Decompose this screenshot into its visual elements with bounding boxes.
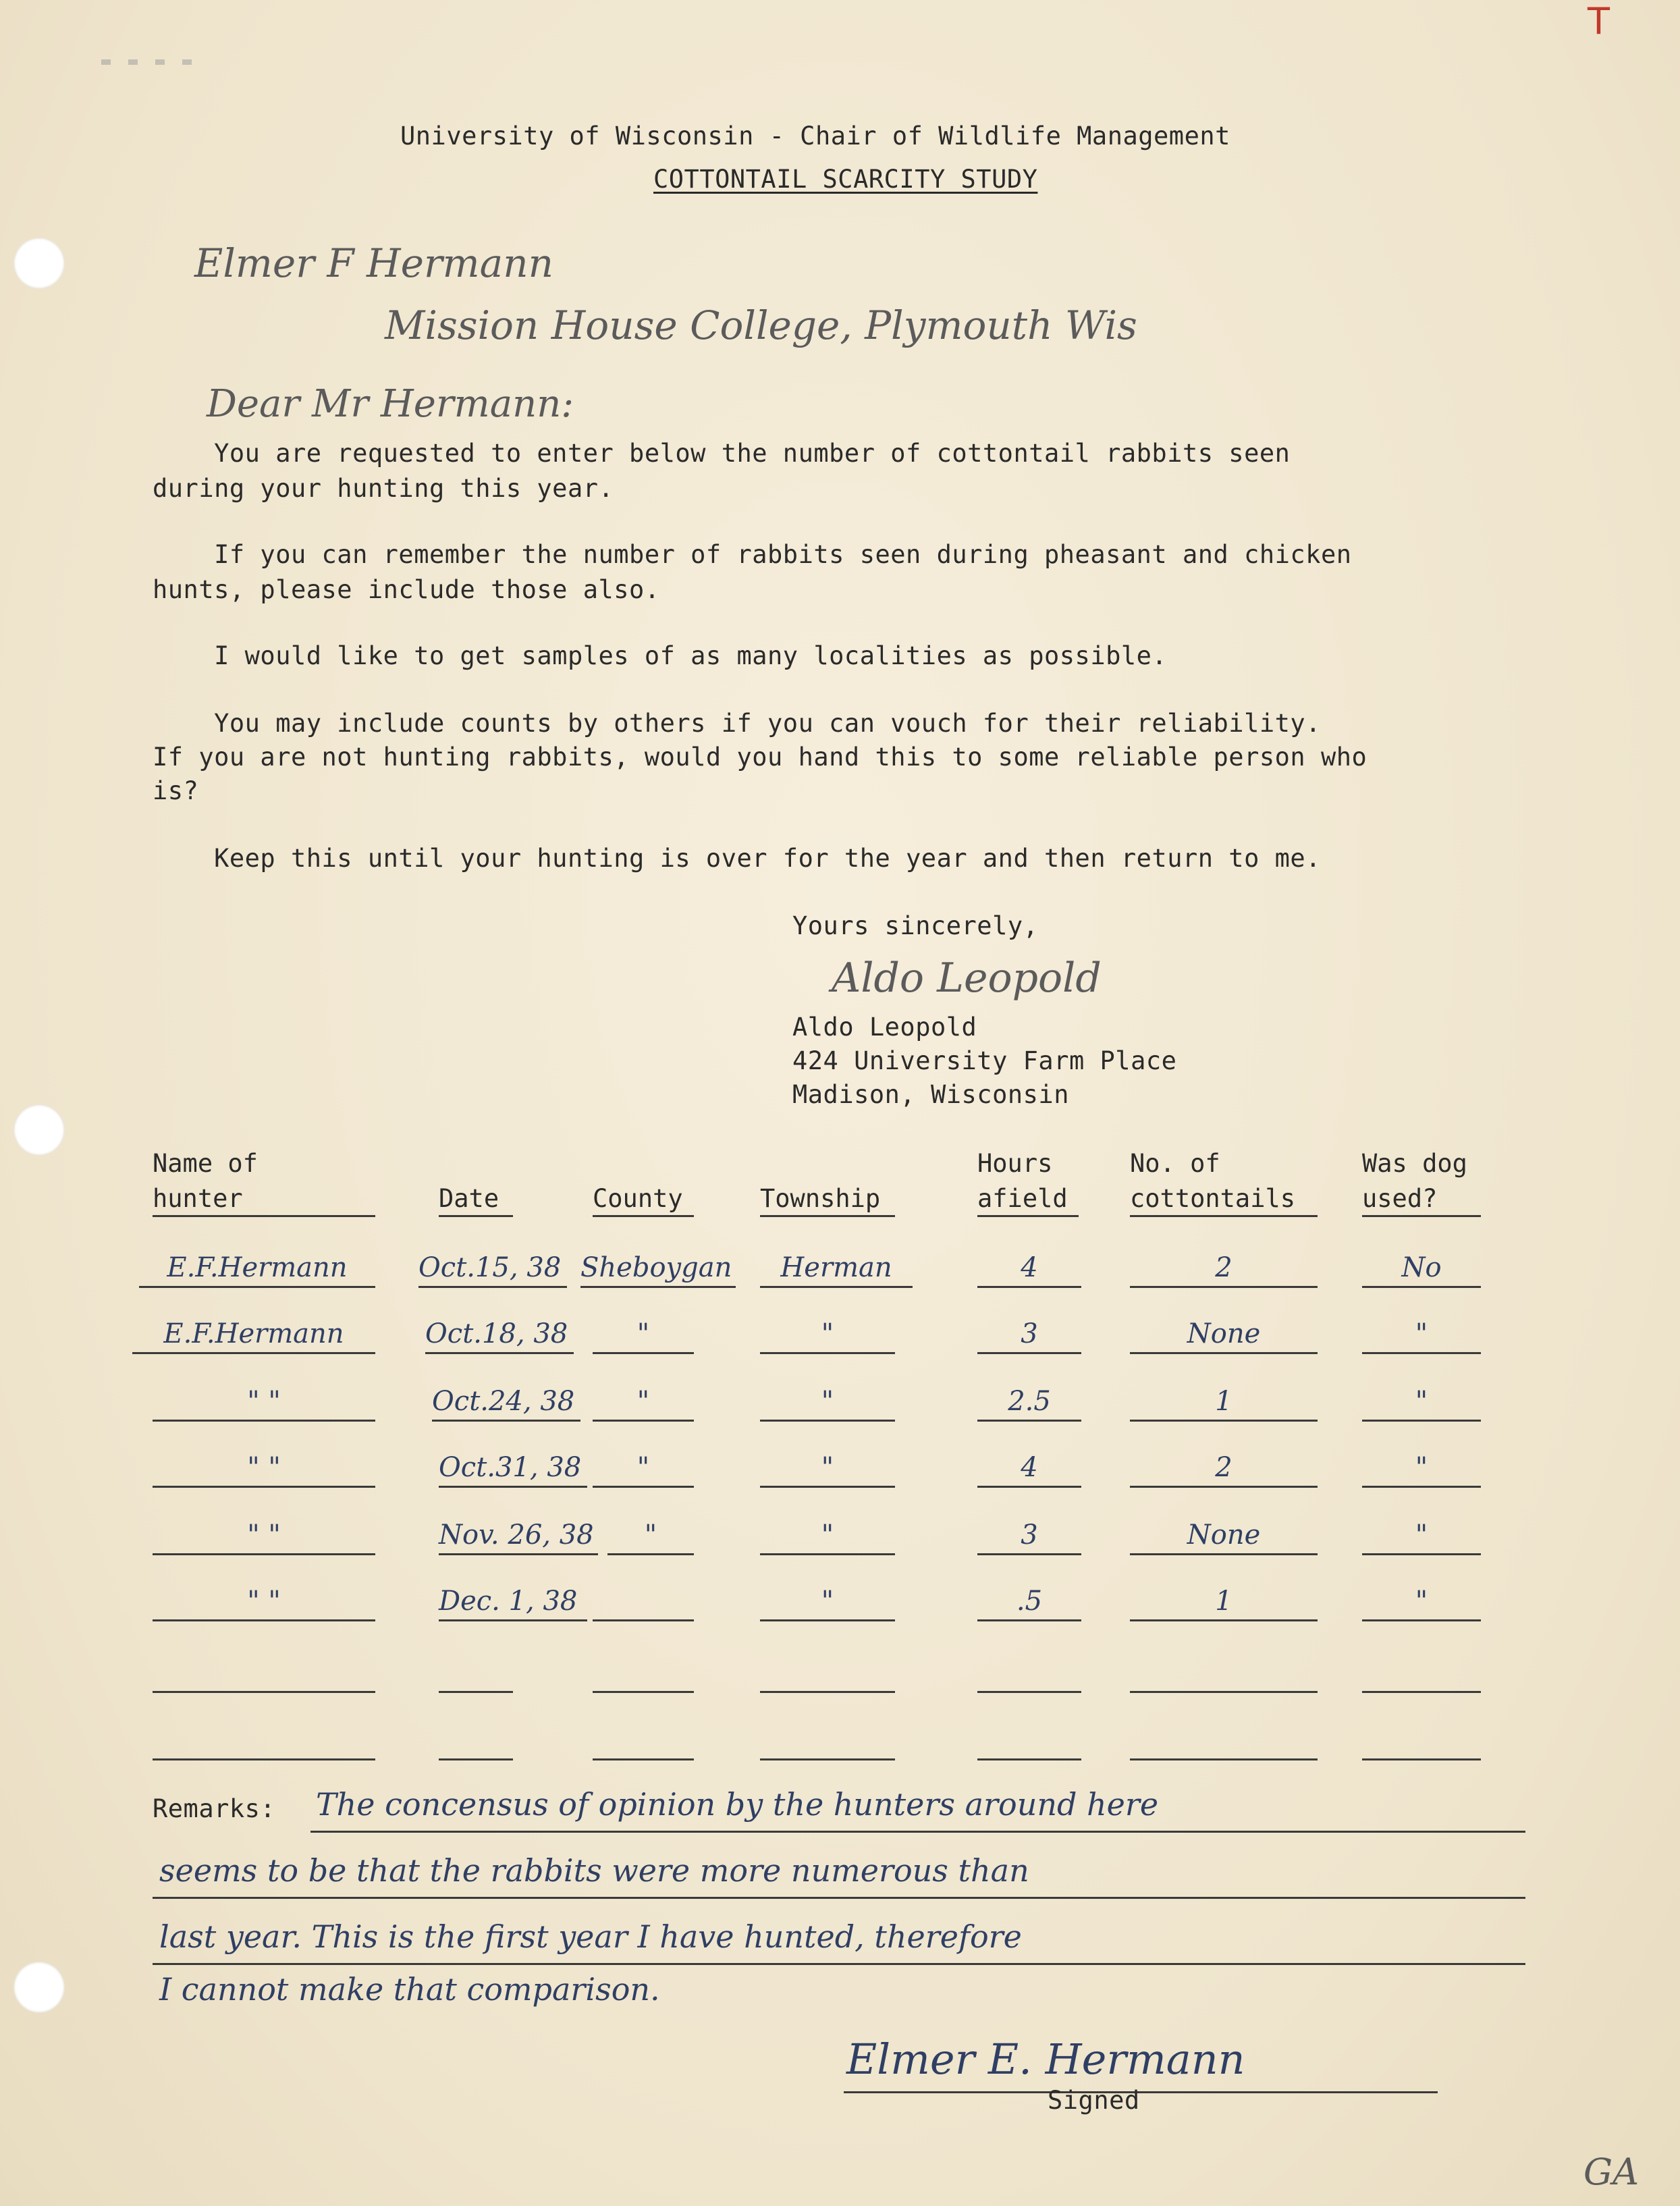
row-6-hunter: " " (153, 1581, 375, 1621)
row-2-hunter: E.F.Hermann (132, 1314, 375, 1354)
row-5-count: None (1130, 1515, 1318, 1555)
signature-rule (844, 2091, 1438, 2093)
row-2-date: Oct.18, 38 (425, 1314, 574, 1354)
header-count-line-2: cottontails (1130, 1184, 1296, 1213)
row-4-dog: " (1362, 1447, 1481, 1488)
row-4-hunter: " " (153, 1447, 375, 1488)
punch-hole-bottom (13, 1962, 65, 2013)
paragraph-4-line-3: is? (153, 776, 199, 805)
paragraph-5: Keep this until your hunting is over for the year and then return to me. (153, 844, 1321, 873)
signed-label: Signed (1048, 2086, 1140, 2115)
row-1-dog: No (1362, 1247, 1481, 1288)
remarks-rule-1 (310, 1831, 1525, 1833)
row-6-township: " (760, 1581, 895, 1621)
header-county: County (593, 1184, 683, 1213)
row-2-hours: 3 (977, 1314, 1081, 1354)
row-3-count: 1 (1130, 1381, 1318, 1422)
paragraph-4-line-2: If you are not hunting rabbits, would you hand this to some reliable person who (153, 743, 1367, 772)
remarks-line-1: The concensus of opinion by the hunters around here (316, 1786, 1159, 1823)
footer-initials: GA (1583, 2151, 1640, 2193)
remarks-line-3: last year. This is the first year I have hunted, therefore (159, 1918, 1022, 1955)
row-3-hunter: " " (153, 1381, 375, 1422)
header-rule-date (439, 1215, 513, 1217)
row-8-date (439, 1720, 513, 1760)
paragraph-2-line-2: hunts, please include those also. (153, 575, 660, 604)
row-1-count: 2 (1130, 1247, 1318, 1288)
row-7-hunter (153, 1652, 375, 1693)
sender-name: Aldo Leopold (792, 1013, 977, 1042)
corner-mark: T (1588, 0, 1610, 43)
sender-address-2: Madison, Wisconsin (792, 1080, 1069, 1109)
remarks-line-4: I cannot make that comparison. (159, 1971, 660, 2008)
header-rule-township (760, 1215, 895, 1217)
header-hunter-line-2: hunter (153, 1184, 243, 1213)
header-count-line-1: No. of (1130, 1149, 1220, 1178)
paragraph-1-line-1: You are requested to enter below the number of cottontail rabbits seen (153, 439, 1291, 468)
row-7-hours (977, 1652, 1081, 1693)
header-rule-dog (1362, 1215, 1481, 1217)
header-dog-line-2: used? (1362, 1184, 1438, 1213)
row-3-county: " (593, 1381, 694, 1422)
row-8-dog (1362, 1720, 1481, 1760)
row-6-county (593, 1581, 694, 1621)
row-5-date: Nov. 26, 38 (439, 1515, 598, 1555)
row-7-date (439, 1652, 513, 1693)
row-8-county (593, 1720, 694, 1760)
row-8-hours (977, 1720, 1081, 1760)
salutation: Dear Mr Hermann: (207, 382, 574, 426)
remarks-line-2: seems to be that the rabbits were more numerous than (159, 1852, 1029, 1889)
row-5-dog: " (1362, 1515, 1481, 1555)
remarks-rule-2 (153, 1897, 1525, 1899)
pencil-smudge (101, 59, 202, 65)
paragraph-3: I would like to get samples of as many localities as possible. (153, 641, 1168, 670)
header-rule-hunter (153, 1215, 375, 1217)
row-2-township: " (760, 1314, 895, 1354)
header-hours-line-1: Hours (977, 1149, 1053, 1178)
row-1-county: Sheboygan (580, 1247, 736, 1288)
row-4-hours: 4 (977, 1447, 1081, 1488)
header-date: Date (439, 1184, 499, 1213)
row-8-count (1130, 1720, 1318, 1760)
sender-address-1: 424 University Farm Place (792, 1046, 1177, 1075)
row-6-hours: .5 (977, 1581, 1081, 1621)
row-3-dog: " (1362, 1381, 1481, 1422)
row-1-hours: 4 (977, 1247, 1081, 1288)
row-5-hours: 3 (977, 1515, 1081, 1555)
valediction: Yours sincerely, (792, 911, 1039, 940)
row-6-count: 1 (1130, 1581, 1318, 1621)
header-hours-line-2: afield (977, 1184, 1068, 1213)
row-3-township: " (760, 1381, 895, 1422)
header-rule-hours (977, 1215, 1079, 1217)
row-5-county: " (607, 1515, 694, 1555)
hunter-signature: Elmer E. Hermann (846, 2035, 1245, 2084)
row-7-count (1130, 1652, 1318, 1693)
paragraph-1-line-2: during your hunting this year. (153, 474, 614, 503)
row-6-dog: " (1362, 1581, 1481, 1621)
punch-hole-middle (13, 1104, 65, 1156)
row-2-count: None (1130, 1314, 1318, 1354)
header-dog-line-1: Was dog (1362, 1149, 1467, 1178)
row-7-dog (1362, 1652, 1481, 1693)
row-4-township: " (760, 1447, 895, 1488)
row-1-township: Herman (760, 1247, 913, 1288)
paragraph-4-line-1: You may include counts by others if you can vouch for their reliability. (153, 709, 1321, 738)
row-3-hours: 2.5 (977, 1381, 1081, 1422)
addressee-institution: Mission House College, Plymouth Wis (385, 302, 1137, 348)
row-7-county (593, 1652, 694, 1693)
paragraph-2-line-1: If you can remember the number of rabbits seen during pheasant and chicken (153, 540, 1352, 569)
row-6-date: Dec. 1, 38 (439, 1581, 587, 1621)
remarks-label: Remarks: (153, 1794, 276, 1823)
remarks-rule-3 (153, 1963, 1525, 1965)
row-4-date: Oct.31, 38 (439, 1447, 587, 1488)
row-4-county: " (593, 1447, 694, 1488)
leopold-signature: Aldo Leopold (832, 954, 1102, 1002)
punch-hole-top (13, 238, 65, 289)
header-hunter-line-1: Name of (153, 1149, 258, 1178)
row-2-county: " (593, 1314, 694, 1354)
row-1-hunter: E.F.Hermann (139, 1247, 375, 1288)
header-rule-count (1130, 1215, 1318, 1217)
row-5-hunter: " " (153, 1515, 375, 1555)
row-7-township (760, 1652, 895, 1693)
row-1-date: Oct.15, 38 (418, 1247, 567, 1288)
row-8-hunter (153, 1720, 375, 1760)
header-township: Township (760, 1184, 881, 1213)
row-8-township (760, 1720, 895, 1760)
row-2-dog: " (1362, 1314, 1481, 1354)
row-5-township: " (760, 1515, 895, 1555)
row-3-date: Oct.24, 38 (432, 1381, 580, 1422)
addressee-name: Elmer F Hermann (194, 240, 553, 286)
header-study-title: COTTONTAIL SCARCITY STUDY (653, 165, 1038, 194)
header-institution: University of Wisconsin - Chair of Wildlife Management (400, 122, 1230, 151)
header-rule-county (593, 1215, 694, 1217)
row-4-count: 2 (1130, 1447, 1318, 1488)
